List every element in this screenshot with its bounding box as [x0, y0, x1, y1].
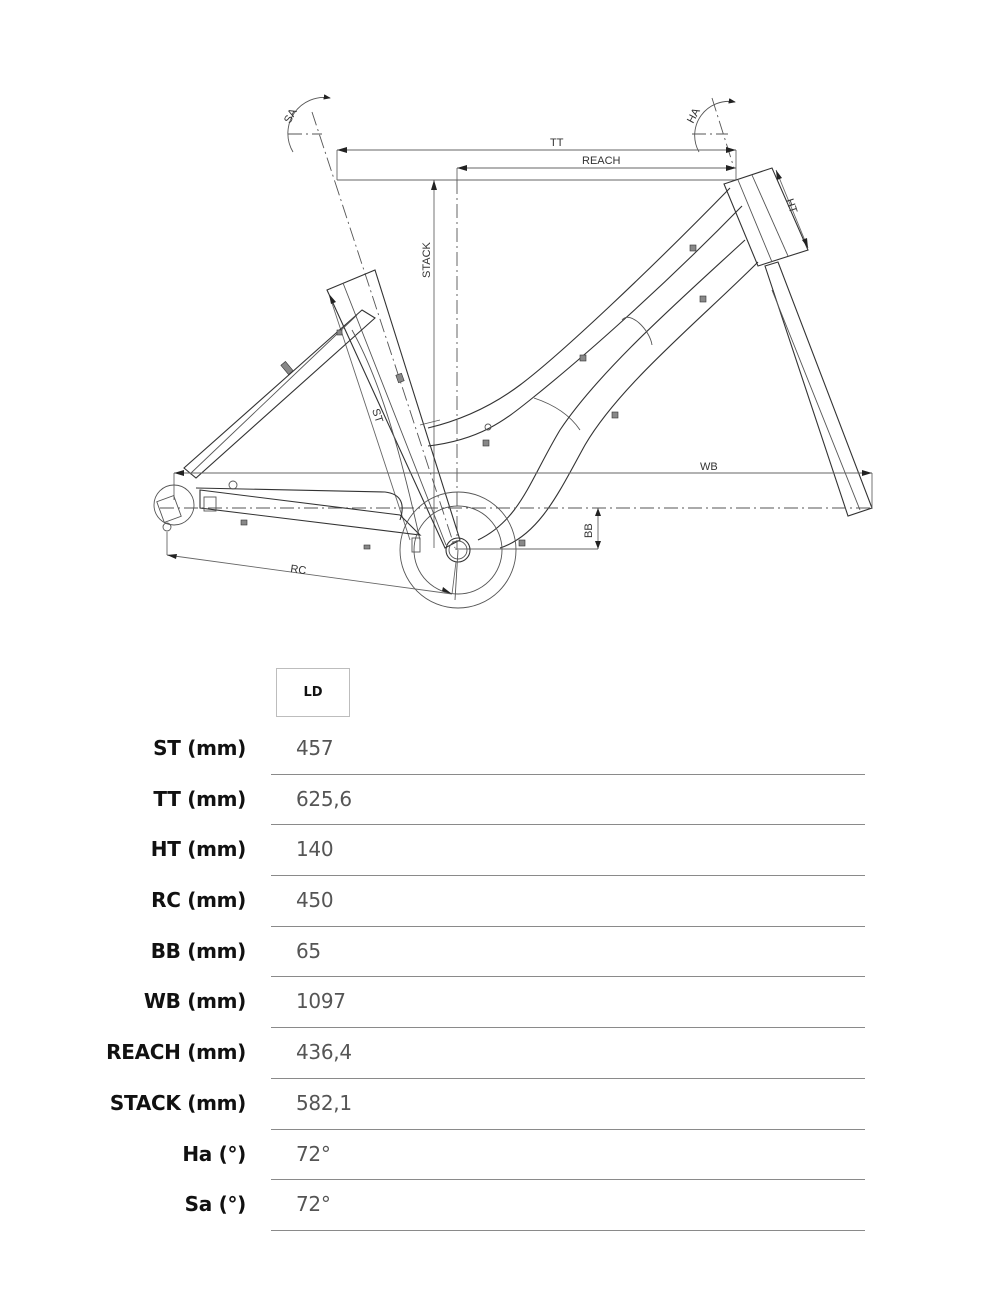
table-row-reach: [0, 1028, 1001, 1079]
label-st: ST: [369, 407, 385, 425]
frame-geometry-diagram: [0, 0, 1001, 640]
ht-dimension: [776, 170, 808, 248]
table-row-stack: [0, 1079, 1001, 1130]
row-label: WB (mm): [143, 989, 246, 1014]
label-sa: SA: [282, 106, 300, 126]
row-label: ST (mm): [153, 736, 246, 760]
table-row-bb: [0, 927, 1001, 978]
seat-tube: [327, 270, 460, 548]
row-value: 65: [296, 938, 321, 963]
down-tube: [478, 240, 758, 548]
seat-stay: [184, 310, 420, 540]
chainring: [400, 492, 516, 608]
size-column-header: LD: [276, 668, 350, 717]
row-label: REACH (mm): [106, 1040, 246, 1065]
row-value: 625,6: [296, 786, 352, 811]
bb-dimension: [455, 508, 601, 549]
row-value: 450: [296, 888, 334, 913]
row-value: 140: [296, 837, 334, 862]
table-row-st: [0, 724, 1001, 775]
row-label: RC (mm): [151, 888, 246, 913]
reach-dimension: [457, 155, 736, 180]
label-tt: TT: [550, 137, 564, 149]
label-wb: WB: [700, 461, 718, 473]
wb-dimension: [174, 461, 872, 508]
label-rc: RC: [289, 563, 307, 578]
fork: [765, 262, 872, 516]
top-tube: [428, 188, 742, 446]
rc-dimension: [167, 532, 456, 594]
table-row-sa: [0, 1180, 1001, 1231]
label-reach: REACH: [582, 155, 621, 167]
row-value: 436,4: [296, 1040, 352, 1065]
table-row-tt: [0, 775, 1001, 826]
row-value: 457: [296, 736, 334, 760]
row-label: BB (mm): [150, 938, 246, 963]
row-value: 72°: [296, 1141, 331, 1166]
row-label: TT (mm): [153, 786, 246, 811]
row-divider: [271, 1230, 865, 1231]
row-label: HT (mm): [150, 837, 246, 862]
geometry-table: [0, 724, 1001, 1231]
label-ha: HA: [685, 106, 703, 126]
table-row-rc: [0, 876, 1001, 927]
table-row-ha: [0, 1130, 1001, 1181]
row-value: 72°: [296, 1192, 331, 1217]
table-row-ht: [0, 825, 1001, 876]
row-label: Sa (°): [184, 1192, 246, 1217]
head-angle-indicator: [685, 98, 735, 168]
row-value: 1097: [296, 989, 346, 1014]
tt-dimension: [337, 137, 736, 180]
label-bb: BB: [583, 523, 595, 538]
table-row-wb: [0, 977, 1001, 1028]
row-value: 582,1: [296, 1090, 352, 1115]
chain-stay: [196, 488, 420, 549]
label-ht: HT: [783, 197, 800, 215]
label-stack: STACK: [421, 242, 433, 278]
row-label: STACK (mm): [109, 1090, 246, 1115]
row-label: Ha (°): [182, 1141, 246, 1166]
seat-angle-indicator: [282, 97, 335, 182]
